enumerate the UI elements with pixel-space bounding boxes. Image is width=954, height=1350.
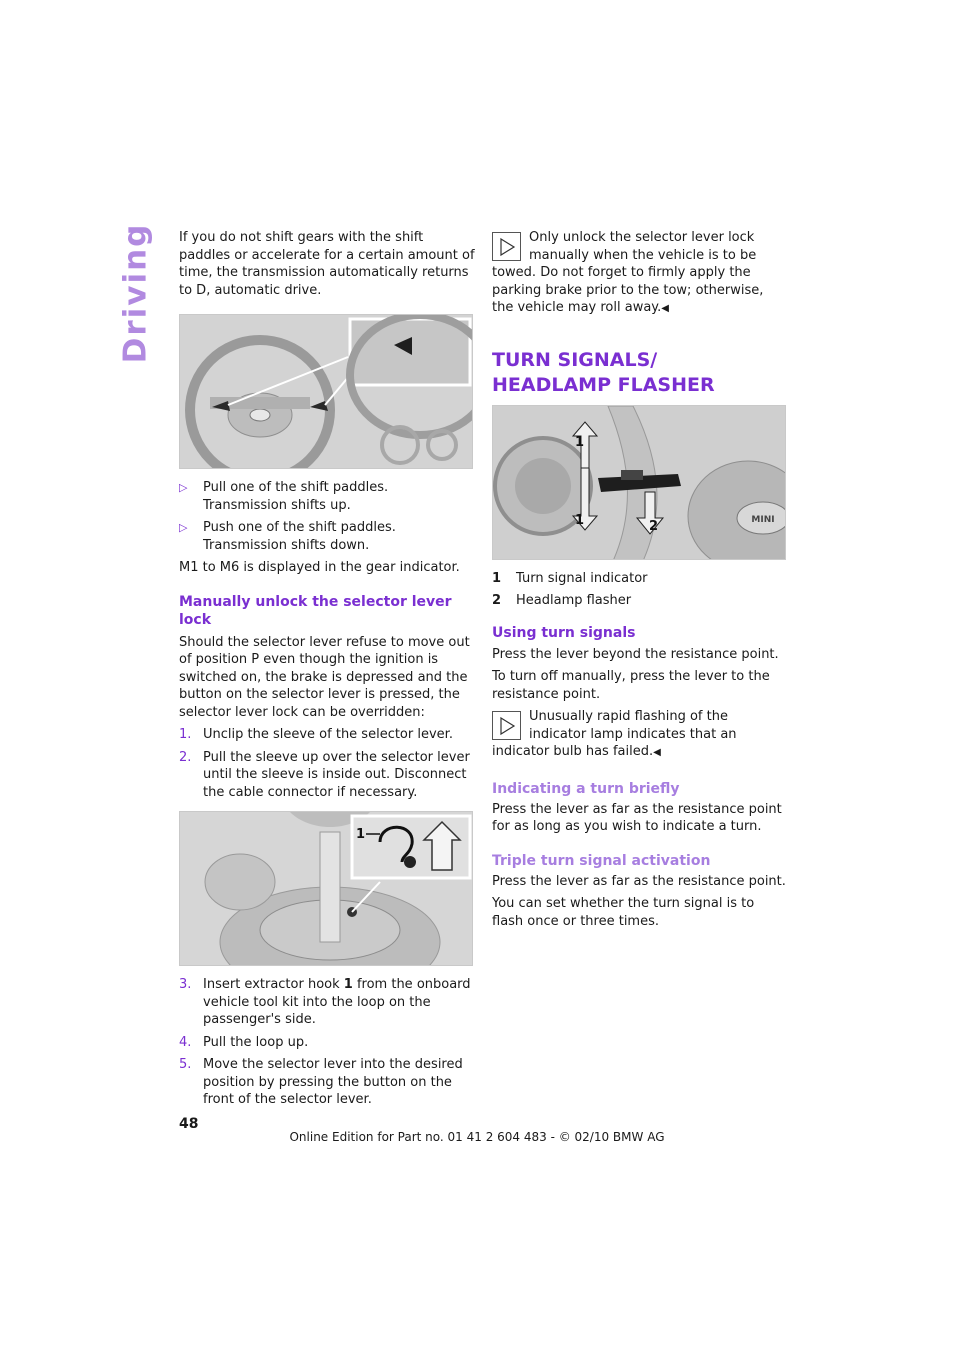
legend-item: 1 Turn signal indicator	[492, 570, 648, 586]
end-mark-icon: ◀	[653, 747, 661, 758]
using-turn-signals-heading: Using turn signals	[492, 624, 636, 641]
triangle-bullet-icon: ▷	[179, 521, 188, 534]
mini-badge: MINI	[751, 514, 775, 525]
page-footer: Online Edition for Part no. 01 41 2 604 483 - © 02/10 BMW AG	[289, 1130, 665, 1144]
selector-lever-illustration	[180, 812, 473, 966]
list-item: 4. Pull the loop up.	[179, 1034, 309, 1050]
bulb-failure-note: Unusually rapid flashing of the indicator lamp indicates that an indicator bulb has failed.◀	[492, 709, 737, 759]
list-item: 2. Pull the sleeve up over the selector lever until the sleeve is inside out. Disconnect the cable connector if necessary.	[179, 749, 470, 800]
intro-paragraph: If you do not shift gears with the shift paddles or accelerate for a certain amount of time, the transmission automatically returns to D, automatic drive.	[179, 230, 475, 298]
indicating-briefly-heading: Indicating a turn briefly	[492, 780, 680, 797]
figure-label: 1	[575, 512, 585, 528]
gear-indicator-text: M1 to M6 is displayed in the gear indicator.	[179, 560, 460, 575]
triple-turn-paragraph-1: Press the lever as far as the resistance point.	[492, 873, 786, 889]
triple-turn-heading: Triple turn signal activation	[492, 852, 711, 869]
triple-turn-paragraph-2: You can set whether the turn signal is to flash once or three times.	[492, 896, 755, 929]
unlock-heading: Manually unlock the selector lever lock	[179, 593, 452, 628]
left-column	[179, 229, 475, 1114]
list-item: 5. Move the selector lever into the desired position by pressing the button on the front of the selector lever.	[179, 1057, 463, 1107]
note-play-icon	[492, 711, 521, 740]
list-item: 1. Unclip the sleeve of the selector lever.	[179, 727, 453, 742]
steering-wheel-illustration	[180, 315, 473, 469]
selector-lever-figure	[179, 811, 473, 966]
note-play-icon	[492, 232, 521, 261]
figure-label: 1	[356, 827, 366, 842]
list-item: ▷ Pull one of the shift paddles. Transmission shifts up.	[179, 480, 389, 513]
page-number: 48	[179, 1116, 199, 1132]
using-paragraph-1: Press the lever beyond the resistance point.	[492, 646, 779, 662]
legend-item: 2 Headlamp flasher	[492, 593, 632, 608]
figure-label: 2	[649, 518, 659, 534]
list-item: ▷ Push one of the shift paddles. Transmission shifts down.	[179, 520, 396, 553]
turn-signals-heading: TURN SIGNALS/ HEADLAMP FLASHER	[492, 348, 715, 396]
unlock-steps-list	[179, 726, 475, 801]
turn-signal-illustration	[493, 406, 786, 560]
figure-label: 1	[575, 434, 585, 450]
figure-legend	[492, 570, 788, 610]
indicating-briefly-paragraph: Press the lever as far as the resistance point for as long as you wish to indicate a turn.	[492, 801, 782, 834]
turn-signal-lever-figure	[492, 405, 786, 560]
shift-paddles-figure	[179, 314, 473, 469]
list-item: 3. Insert extractor hook 1 from the onboard vehicle tool kit into the loop on the passenger's side.	[179, 977, 471, 1027]
section-tab: Driving	[117, 222, 153, 364]
unlock-body: Should the selector lever refuse to move out of position P even though the ignition is switched on, the brake is depressed and the button on the selector lever is pressed, the selector lever lock can be overridden:	[179, 634, 470, 720]
using-paragraph-2: To turn off manually, press the lever to the resistance point.	[492, 669, 770, 702]
end-mark-icon: ◀	[661, 303, 669, 314]
shift-paddles-list	[179, 479, 475, 554]
unlock-steps-list-continued	[179, 976, 475, 1109]
triangle-bullet-icon: ▷	[179, 481, 188, 494]
right-column	[492, 229, 788, 935]
tow-note: Only unlock the selector lever lock manually when the vehicle is to be towed. Do not forget to firmly apply the parking brake prior to the tow; otherwise, the vehicle may roll away.◀	[492, 230, 764, 315]
